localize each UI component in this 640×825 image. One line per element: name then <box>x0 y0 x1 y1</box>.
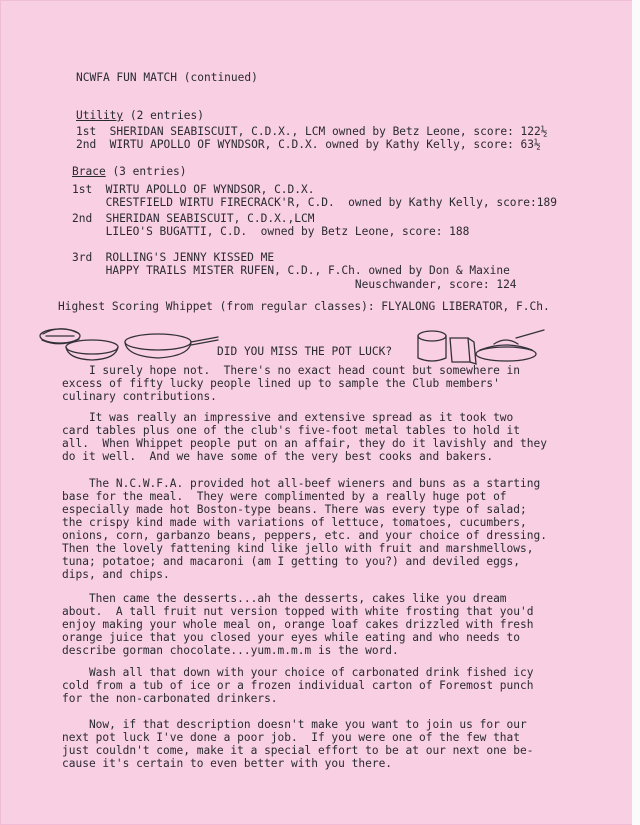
paragraph-line: cold from a tub of ice or a frozen individual carton of Foremost punch <box>62 679 534 692</box>
brace-line-5: 3rd ROLLING'S JENNY KISSED ME <box>72 251 275 264</box>
potluck-food-sketch-left <box>30 314 220 366</box>
paragraph-line: cause it's certain to even better with you there. <box>62 757 393 770</box>
paragraph-line: Now, if that description doesn't make you want to join us for our <box>62 718 527 731</box>
paragraph-line: orange juice that you closed your eyes while eating and who needs to <box>62 631 521 644</box>
paragraph-line: the crispy kind made with variations of lettuce, tomatoes, cucumbers, <box>62 516 527 529</box>
paragraph-line: I surely hope not. There's no exact head count but somewhere in <box>62 364 521 377</box>
utility-result-1: 1st SHERIDAN SEABISCUIT, C.D.X., LCM owned by Betz Leone, score: 122½ <box>76 125 548 138</box>
paragraph-line: just couldn't come, make it a special effort to be at our next one be- <box>62 744 534 757</box>
paragraph-line: excess of fifty lucky people lined up to sample the Club members' <box>62 377 500 390</box>
brace-line-2: CRESTFIELD WIRTU FIRECRACK'R, C.D. owned by Kathy Kelly, score:189 <box>72 196 557 209</box>
potluck-title: DID YOU MISS THE POT LUCK? <box>217 345 393 358</box>
page-edge <box>632 0 640 825</box>
paragraph-line: tuna; potatoe; and macaroni (am I getting to you?) and deviled eggs, <box>62 555 521 568</box>
paragraph-line: Then came the desserts...ah the desserts, cakes like you dream <box>62 592 507 605</box>
brace-line-3: 2nd SHERIDAN SEABISCUIT, C.D.X.,LCM <box>72 212 315 225</box>
paragraph-line: all. When Whippet people put on an affair, they do it lavishly and they <box>62 437 547 450</box>
highest-scoring-line: Highest Scoring Whippet (from regular classes): FLYALONG LIBERATOR, F.Ch. <box>58 300 550 313</box>
paragraph-line: enjoy making your whole meal on, orange loaf cakes drizzled with fresh <box>62 618 534 631</box>
brace-line-6: HAPPY TRAILS MISTER RUFEN, C.D., F.Ch. owned by Don & Maxine <box>72 264 510 277</box>
brace-heading-line <box>72 165 187 178</box>
paragraph-line: about. A tall fruit nut version topped with white frosting that you'd <box>62 605 534 618</box>
brace-line-4: LILEO'S BUGATTI, C.D. owned by Betz Leone, score: 188 <box>72 225 470 238</box>
paragraph-line: next pot luck I've done a poor job. If you were one of the few that <box>62 731 521 744</box>
paragraph-line: It was really an impressive and extensive spread as it took two <box>62 411 514 424</box>
paragraph-line: do it well. And we have some of the very best cooks and bakers. <box>62 450 494 463</box>
brace-heading: Brace <box>72 165 106 178</box>
paragraph-line: especially made hot Boston-type beans. There was every type of salad; <box>62 503 527 516</box>
brace-count: (3 entries) <box>112 165 187 178</box>
utility-heading: Utility <box>76 109 124 122</box>
paragraph-line: Then the lovely fattening kind like jello with fruit and marshmellows, <box>62 542 534 555</box>
brace-line-7: Neuschwander, score: 124 <box>72 278 517 291</box>
paragraph-line: Wash all that down with your choice of carbonated drink fished icy <box>62 666 534 679</box>
paragraph-line: base for the meal. They were complimented by a really huge pot of <box>62 490 507 503</box>
page-header: NCWFA FUN MATCH (continued) <box>76 71 258 84</box>
paragraph-line: card tables plus one of the club's five-foot metal tables to hold it <box>62 424 521 437</box>
paragraph-line: culinary contributions. <box>62 390 217 403</box>
brace-line-1: 1st WIRTU APOLLO OF WYNDSOR, C.D.X. <box>72 183 315 196</box>
utility-result-2: 2nd WIRTU APOLLO OF WYNDSOR, C.D.X. owned by Kathy Kelly, score: 63½ <box>76 138 541 151</box>
utility-heading-line <box>76 109 204 122</box>
paragraph-line: describe gorman chocolate...yum.m.m.m is the word. <box>62 644 399 657</box>
paragraph-line: The N.C.W.F.A. provided hot all-beef wieners and buns as a starting <box>62 477 541 490</box>
paragraph-line: for the non-carbonated drinkers. <box>62 692 278 705</box>
utility-count: (2 entries) <box>129 109 204 122</box>
paragraph-line: onions, corn, garbanzo beans, peppers, etc. and your choice of dressing. <box>62 529 547 542</box>
paragraph-line: dips, and chips. <box>62 568 170 581</box>
